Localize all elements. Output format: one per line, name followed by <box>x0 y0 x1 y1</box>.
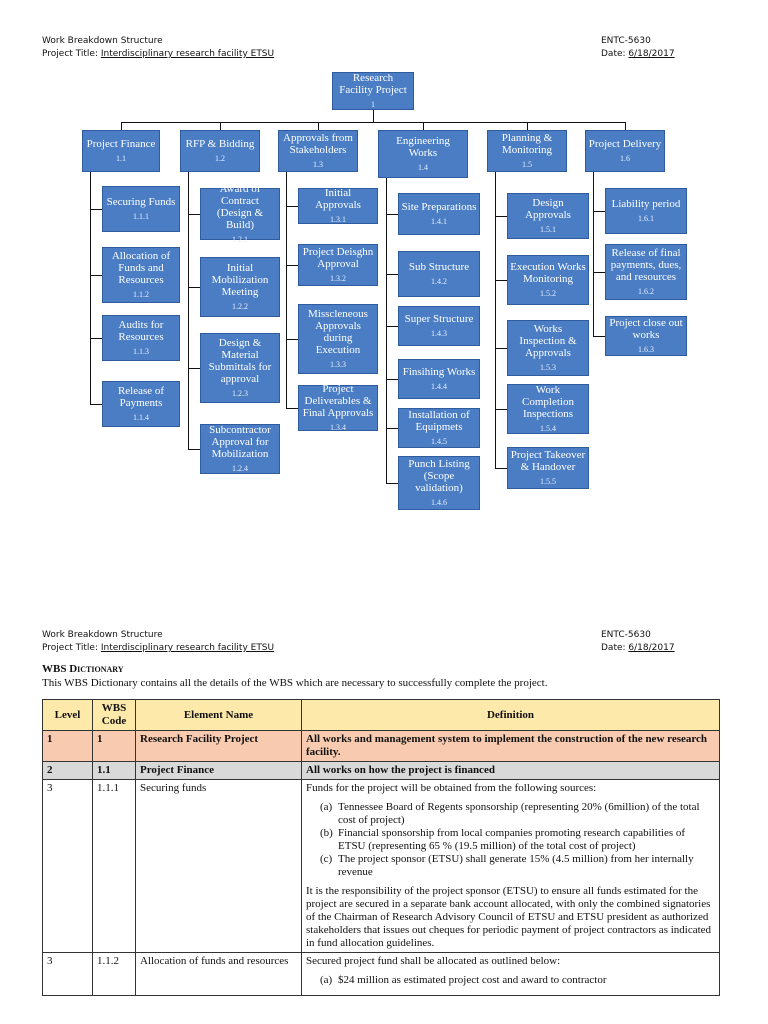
connector-line <box>495 280 507 281</box>
dictionary-intro: This WBS Dictionary contains all the details of the WBS which are necessary to successfully complete the project. <box>42 677 548 689</box>
wbs-dictionary-table <box>42 699 720 996</box>
wbs-node-code: 1.3 <box>313 159 323 169</box>
wbs-node-label: Allocation of Funds and Resources <box>111 249 171 286</box>
cell-element: Securing funds <box>136 780 302 953</box>
connector-line <box>495 348 507 349</box>
wbs-node-code: 1.4.5 <box>431 436 447 446</box>
wbs-node-label: Project Delivery <box>588 137 662 150</box>
wbs-level2-node <box>180 130 260 172</box>
wbs-node-label: Project Takeover & Handover <box>510 448 586 473</box>
wbs-level3-node <box>102 315 180 361</box>
cell-level: 3 <box>43 780 93 953</box>
cell-code: 1.1.2 <box>93 953 136 996</box>
cell-level: 2 <box>43 762 93 780</box>
course-code: ENTC-5630 <box>601 630 651 640</box>
wbs-level3-node <box>398 359 480 399</box>
wbs-node-label: Site Preparations <box>401 200 477 213</box>
connector-line <box>121 122 122 130</box>
date-value: 6/18/2017 <box>628 643 675 653</box>
wbs-node-code: 1.6.1 <box>638 213 654 223</box>
col-header-level: Level <box>43 700 93 731</box>
connector-line <box>386 178 387 483</box>
wbs-node-label: Works Inspection & Approvals <box>519 322 577 359</box>
connector-line <box>188 214 200 215</box>
wbs-node-code: 1.4.6 <box>431 497 447 507</box>
date-label: Date: <box>601 49 629 59</box>
connector-line <box>286 339 298 340</box>
wbs-level3-node <box>507 320 589 376</box>
connector-line <box>286 265 298 266</box>
wbs-node-code: 1.6 <box>620 153 630 163</box>
cell-level: 1 <box>43 731 93 762</box>
connector-line <box>188 287 200 288</box>
connector-line <box>373 110 374 122</box>
wbs-node-label: Approvals from Stakeholders <box>283 131 353 156</box>
connector-line <box>386 274 398 275</box>
list-item <box>320 974 715 987</box>
wbs-level2-node <box>585 130 665 172</box>
wbs-node-code: 1 <box>371 99 375 109</box>
wbs-node-code: 1.3.1 <box>330 214 346 224</box>
wbs-level3-node <box>298 304 378 374</box>
dictionary-title: WBS Dictionary <box>42 663 124 675</box>
wbs-level3-node <box>605 188 687 234</box>
connector-line <box>90 404 102 405</box>
table-row <box>43 762 720 780</box>
connector-line <box>286 408 298 409</box>
wbs-level3-node <box>507 193 589 239</box>
wbs-node-code: 1.1.2 <box>133 289 149 299</box>
wbs-level2-node <box>278 130 358 172</box>
connector-line <box>318 122 319 130</box>
connector-line <box>593 172 594 336</box>
wbs-node-code: 1.5.4 <box>540 423 556 433</box>
wbs-level3-node <box>507 384 589 434</box>
wbs-level3-node <box>507 255 589 305</box>
wbs-node-code: 1.4.3 <box>431 328 447 338</box>
list-text: $24 million as estimated project cost and award to contractor <box>338 974 607 986</box>
project-title: Interdisciplinary research facility ETSU <box>100 643 275 653</box>
wbs-node-code: 1.1.1 <box>133 211 149 221</box>
table-header-row <box>43 700 720 731</box>
connector-line <box>495 216 507 217</box>
wbs-level3-node <box>102 381 180 427</box>
wbs-node-label: Initial Approvals <box>315 186 361 211</box>
wbs-node-label: Design Approvals <box>525 196 571 221</box>
project-title-label: Project Title: <box>42 49 101 59</box>
wbs-node-code: 1.4.2 <box>431 276 447 286</box>
wbs-node-code: 1.3.3 <box>330 359 346 369</box>
connector-line <box>386 214 398 215</box>
wbs-node-label: Project Finance <box>86 137 156 150</box>
col-header-code: WBS Code <box>93 700 136 731</box>
connector-line <box>121 122 625 123</box>
col-header-definition: Definition <box>302 700 720 731</box>
wbs-level3-node <box>398 306 480 346</box>
list-label: (c) <box>320 853 333 865</box>
connector-line <box>495 468 507 469</box>
project-title-line <box>42 48 274 61</box>
list-label: (a) <box>320 974 333 986</box>
connector-line <box>286 206 298 207</box>
wbs-node-code: 1.3.4 <box>330 422 346 432</box>
connector-line <box>386 428 398 429</box>
wbs-node-label: Work Completion Inspections <box>522 383 574 420</box>
cell-code: 1.1 <box>93 762 136 780</box>
wbs-node-code: 1.2.2 <box>232 301 248 311</box>
wbs-node-code: 1.5.3 <box>540 362 556 372</box>
definition-text: Secured project fund shall be allocated as outlined below: <box>306 955 561 967</box>
connector-line <box>527 122 528 130</box>
wbs-node-code: 1.5.2 <box>540 288 556 298</box>
wbs-node-label: Installation of Equipmets <box>408 408 470 433</box>
connector-line <box>220 122 221 130</box>
wbs-node-label: Audits for Resources <box>118 318 164 343</box>
cell-code: 1 <box>93 731 136 762</box>
list-item <box>320 853 715 879</box>
wbs-node-code: 1.2.3 <box>232 388 248 398</box>
wbs-node-label: Liability period <box>611 197 681 210</box>
wbs-node-code: 1.2 <box>215 153 225 163</box>
connector-line <box>386 379 398 380</box>
connector-line <box>625 122 626 130</box>
wbs-node-code: 1.1.4 <box>133 412 149 422</box>
wbs-node-label: Subcontractor Approval for Mobilization <box>209 423 271 460</box>
wbs-node-label: Finsihing Works <box>402 365 476 378</box>
wbs-node-code: 1.5.1 <box>540 224 556 234</box>
list-label: (b) <box>320 827 333 839</box>
wbs-node-code: 1.5.5 <box>540 476 556 486</box>
wbs-level3-node <box>298 382 378 432</box>
connector-line <box>188 449 200 450</box>
wbs-node-label: Release of Payments <box>117 384 165 409</box>
wbs-node-label: RFP & Bidding <box>185 137 255 150</box>
list-text: The project sponsor (ETSU) shall generate 15% (4.5 million) from her internally revenue <box>338 853 694 878</box>
wbs-node-label: Project Deliverables & Final Approvals <box>302 382 374 419</box>
connector-line <box>90 172 91 404</box>
cell-definition: All works on how the project is financed <box>302 762 720 780</box>
connector-line <box>90 275 102 276</box>
wbs-node-code: 1.6.3 <box>638 344 654 354</box>
project-title: Interdisciplinary research facility ETSU <box>100 49 275 59</box>
connector-line <box>188 368 200 369</box>
wbs-node-label: Initial Mobilization Meeting <box>211 261 269 298</box>
wbs-node-code: 1.5 <box>522 159 532 169</box>
date-line <box>601 48 675 61</box>
list-text: Tennessee Board of Regents sponsorship (representing 20% (6million) of the total cost of project) <box>338 801 700 826</box>
project-title-label: Project Title: <box>42 643 101 653</box>
wbs-node-code: 1.1.3 <box>133 346 149 356</box>
date-value: 6/18/2017 <box>628 49 675 59</box>
cell-element: Research Facility Project <box>136 731 302 762</box>
date-line <box>601 642 675 655</box>
definition-list <box>320 974 715 987</box>
project-title-line <box>42 642 274 655</box>
wbs-level3-node <box>200 424 280 474</box>
list-label: (a) <box>320 801 333 813</box>
cell-code: 1.1.1 <box>93 780 136 953</box>
connector-line <box>90 338 102 339</box>
doc-title: Work Breakdown Structure <box>42 36 163 46</box>
wbs-node-label: Execution Works Monitoring <box>510 260 586 285</box>
table-row <box>43 953 720 996</box>
wbs-node-label: Planning & Monitoring <box>501 131 553 156</box>
wbs-node-code: 1.2.1 <box>232 234 248 244</box>
wbs-level2-node <box>378 130 468 178</box>
wbs-node-label: Project close out works <box>609 316 683 341</box>
wbs-node-label: Punch Listing (Scope validation) <box>408 457 470 494</box>
connector-line <box>386 483 398 484</box>
list-item <box>320 827 715 853</box>
wbs-level2-node <box>487 130 567 172</box>
cell-definition: All works and management system to implement the construction of the new research facility. <box>302 731 720 762</box>
wbs-level3-node <box>605 244 687 300</box>
wbs-node-code: 1.4 <box>418 162 428 172</box>
wbs-node-label: Design & Material Submittals for approval <box>208 336 272 385</box>
cell-element: Allocation of funds and resources <box>136 953 302 996</box>
wbs-level3-node <box>398 251 480 297</box>
wbs-node-label: Engineering Works <box>396 134 450 159</box>
wbs-node-code: 1.6.2 <box>638 286 654 296</box>
connector-line <box>286 172 287 408</box>
wbs-level3-node <box>200 333 280 403</box>
wbs-node-label: Award of Contract (Design & Build) <box>216 182 264 231</box>
wbs-node-label: Research Facility Project <box>339 71 407 96</box>
table-row <box>43 731 720 762</box>
wbs-node-label: Securing Funds <box>106 195 176 208</box>
wbs-node-label: Project Deisghn Approval <box>302 245 374 270</box>
list-text: Financial sponsorship from local companies promoting research capabilities of ETSU (representing 65 % (19.5 million) of the total cost of project) <box>338 827 686 852</box>
wbs-node-code: 1.4.4 <box>431 381 447 391</box>
wbs-node-code: 1.2.4 <box>232 463 248 473</box>
col-header-element: Element Name <box>136 700 302 731</box>
wbs-level3-node <box>102 186 180 232</box>
wbs-node-label: Super Structure <box>404 312 474 325</box>
wbs-level3-node <box>102 247 180 303</box>
wbs-node-code: 1.3.2 <box>330 273 346 283</box>
wbs-root-node <box>332 72 414 110</box>
wbs-level3-node <box>200 257 280 317</box>
cell-definition <box>302 953 720 996</box>
table-row <box>43 780 720 953</box>
cell-element: Project Finance <box>136 762 302 780</box>
doc-title: Work Breakdown Structure <box>42 630 163 640</box>
definition-text: Funds for the project will be obtained from the following sources: <box>306 782 597 794</box>
wbs-level3-node <box>398 408 480 448</box>
wbs-node-label: Sub Structure <box>408 260 470 273</box>
course-code: ENTC-5630 <box>601 36 651 46</box>
definition-closing: It is the responsibility of the project sponsor (ETSU) to ensure all funds estimated for the project are secured in a separate bank account allocated, with only the combined signatories of the Chairman of Research Advisory Council of ETSU and ETSU president as authorized stakeholders that issues out cheques for periodic payment of project contractors as indicated in fund allocation guidelines. <box>306 885 712 949</box>
connector-line <box>593 272 605 273</box>
connector-line <box>593 211 605 212</box>
wbs-node-code: 1.4.1 <box>431 216 447 226</box>
wbs-node-label: Release of final payments, dues, and resources <box>610 246 682 283</box>
wbs-level3-node <box>398 456 480 510</box>
cell-definition <box>302 780 720 953</box>
wbs-node-label: Misscleneous Approvals during Execution <box>308 307 368 356</box>
wbs-level2-node <box>82 130 160 172</box>
list-item <box>320 801 715 827</box>
wbs-level3-node <box>298 244 378 286</box>
wbs-node-code: 1.1 <box>116 153 126 163</box>
cell-level: 3 <box>43 953 93 996</box>
connector-line <box>386 326 398 327</box>
wbs-level3-node <box>605 316 687 356</box>
definition-list <box>320 801 715 879</box>
date-label: Date: <box>601 643 629 653</box>
wbs-level3-node <box>298 188 378 224</box>
connector-line <box>495 409 507 410</box>
connector-line <box>90 209 102 210</box>
wbs-level3-node <box>398 193 480 235</box>
wbs-level3-node <box>507 447 589 489</box>
connector-line <box>423 122 424 130</box>
connector-line <box>593 336 605 337</box>
wbs-level3-node <box>200 182 280 244</box>
